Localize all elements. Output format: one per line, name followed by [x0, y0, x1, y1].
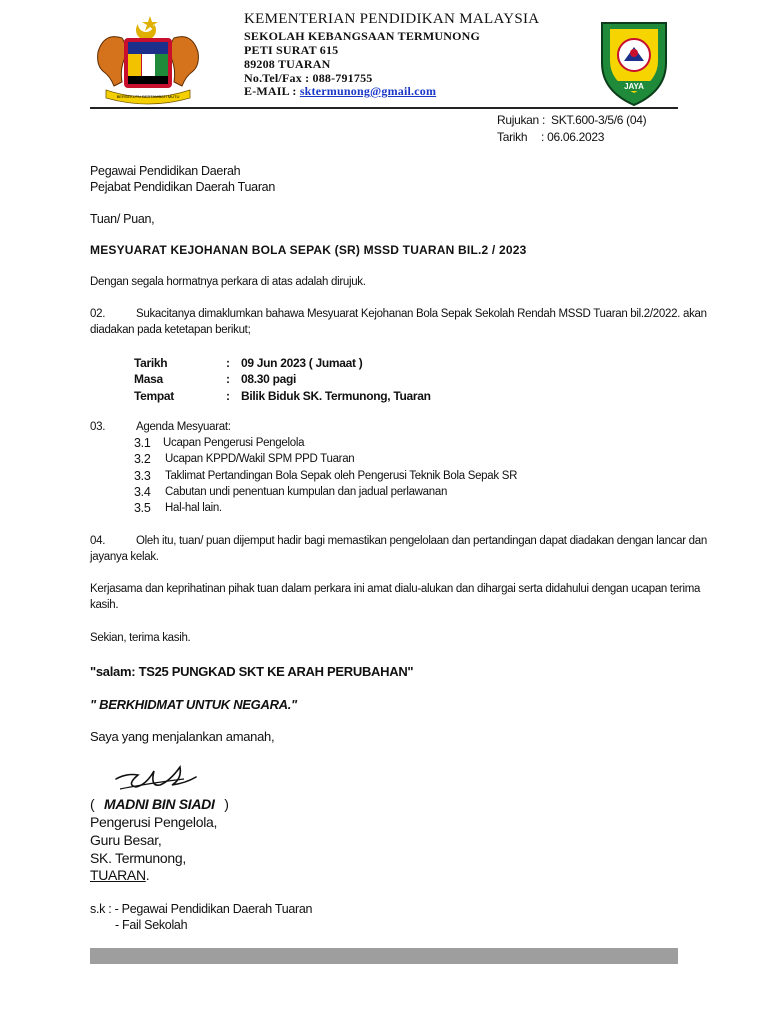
cc-label: s.k : - [90, 902, 119, 916]
agenda-item-text: Cabutan undi penentuan kumpulan dan jadual perlawanan [165, 486, 448, 498]
para-2-line-1: Sukacitanya dimaklumkan bahawa Mesyuarat Kejohanan Bola Sepak Sekolah Rendah MSSD Tuaran bil.2/2022. akan [136, 308, 707, 320]
agenda-item-text: Ucapan Pengerusi Pengelola [163, 437, 305, 449]
para-5-line-2: kasih. [90, 599, 119, 611]
salutation: Tuan/ Puan, [90, 212, 155, 226]
cc-item-2: - Fail Sekolah [115, 918, 188, 932]
tel-fax: No.Tel/Fax : 088-791755 [244, 71, 373, 85]
signatory-title-2: Guru Besar, [90, 832, 162, 848]
agenda-title: Agenda Mesyuarat: [136, 421, 231, 433]
signatory-title-3: SK. Termunong, [90, 850, 186, 866]
signatory-name: MADNI BIN SIADI [103, 796, 215, 812]
postcode: 89208 TUARAN [244, 57, 331, 71]
agenda-item-number: 3.2 [134, 452, 151, 466]
rujukan-value: SKT.600-3/5/6 (04) [551, 113, 647, 127]
detail-sep: : [226, 372, 230, 386]
email-link[interactable]: sktermunong@gmail.com [299, 84, 437, 98]
detail-label-masa: Masa [134, 372, 163, 386]
closing: Sekian, terima kasih. [90, 632, 191, 644]
email-label: E-MAIL : [244, 84, 297, 98]
para-4-line-1: Oleh itu, tuan/ puan dijemput hadir bagi memastikan pengelolaan dan pertandingan dapat diadakan dengan lancar dan [136, 535, 707, 547]
signatory-title-1: Pengerusi Pengelola, [90, 814, 218, 830]
detail-value-tarikh: 09 Jun 2023 ( Jumaat ) [241, 356, 363, 370]
para-1: Dengan segala hormatnya perkara di atas adalah dirujuk. [90, 276, 366, 288]
school-logo-word: JAYA [624, 82, 644, 91]
name-open-paren: ( [90, 796, 95, 812]
detail-value-masa: 08.30 pagi [241, 372, 297, 386]
recipient-line-1: Pegawai Pendidikan Daerah [90, 164, 241, 178]
motto-1: "salam: TS25 PUNGKAD SKT KE ARAH PERUBAHAN" [90, 664, 414, 679]
crest-banner-text: BERSEKUTU BERTAMBAH MUTU [116, 94, 180, 99]
footer-bar [90, 948, 678, 964]
detail-sep: : [226, 389, 230, 403]
para-4-number: 04. [90, 535, 106, 547]
agenda-item-number: 3.1 [134, 436, 151, 450]
agenda-item-number: 3.5 [134, 501, 151, 515]
motto-2: " BERKHIDMAT UNTUK NEGARA." [90, 697, 297, 712]
signatory-name-line [90, 796, 229, 812]
agenda-item-text: Ucapan KPPD/Wakil SPM PPD Tuaran [165, 453, 355, 465]
detail-sep: : [226, 356, 230, 370]
detail-label-tempat: Tempat [134, 389, 174, 403]
email-line [244, 84, 436, 99]
agenda-item-number: 3.4 [134, 485, 151, 499]
po-box: PETI SURAT 615 [244, 43, 339, 57]
signatory-title-4-line [90, 867, 149, 883]
agenda-item-text: Hal-hal lain. [165, 502, 222, 514]
ministry-name: KEMENTERIAN PENDIDIKAN MALAYSIA [244, 11, 540, 27]
signatory-title-4: TUARAN [90, 867, 146, 883]
agenda-number: 03. [90, 421, 106, 433]
cc-item-1: Pegawai Pendidikan Daerah Tuaran [121, 902, 313, 916]
title-4-suffix: . [145, 867, 150, 883]
school-name: SEKOLAH KEBANGSAAN TERMUNONG [244, 29, 481, 43]
cc-line-1 [90, 902, 312, 916]
school-logo [596, 17, 672, 107]
tarikh-label: Tarikh [497, 130, 528, 144]
agenda-item-text: Taklimat Pertandingan Bola Sepak oleh Pengerusi Teknik Bola Sepak SR [165, 470, 518, 482]
signature [110, 755, 200, 795]
name-close-paren: ) [224, 796, 229, 812]
para-4-line-2: jayanya kelak. [90, 551, 159, 563]
amanah-line: Saya yang menjalankan amanah, [90, 729, 275, 744]
tarikh-value: : 06.06.2023 [541, 130, 605, 144]
para-2-line-2: diadakan pada ketetapan berikut; [90, 324, 251, 336]
header-divider [90, 107, 678, 109]
detail-label-tarikh: Tarikh [134, 356, 168, 370]
subject: MESYUARAT KEJOHANAN BOLA SEPAK (SR) MSSD TUARAN BIL.2 / 2023 [90, 243, 527, 257]
para-5-line-1: Kerjasama dan keprihatinan pihak tuan dalam perkara ini amat dialu-alukan dan dihargai serta didahului dengan ucapan terima [90, 583, 701, 595]
agenda-item-number: 3.3 [134, 469, 151, 483]
malaysia-coat-of-arms [92, 14, 204, 106]
detail-value-tempat: Bilik Biduk SK. Termunong, Tuaran [241, 389, 431, 403]
rujukan-label: Rujukan : [497, 113, 545, 127]
para-2-number: 02. [90, 308, 106, 320]
recipient-line-2: Pejabat Pendidikan Daerah Tuaran [90, 180, 275, 194]
